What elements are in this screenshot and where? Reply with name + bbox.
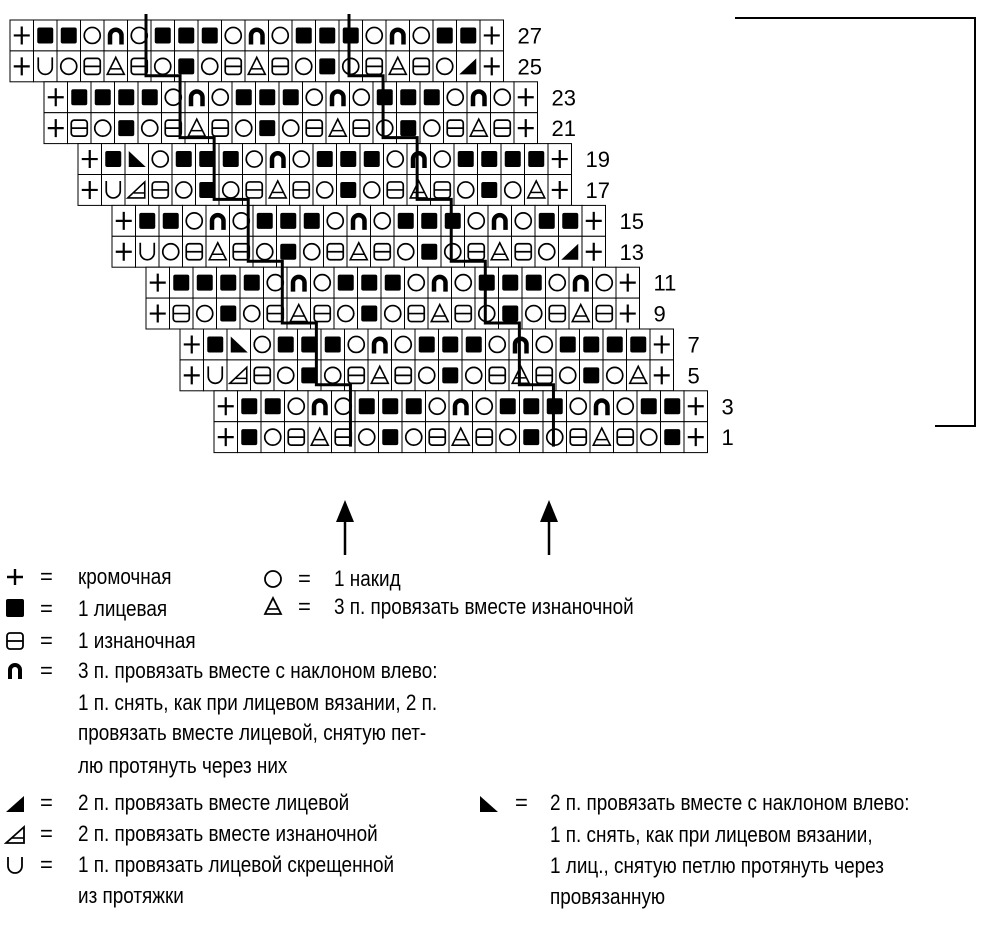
- row-number: 9: [653, 301, 666, 327]
- row-number: 25: [517, 54, 542, 80]
- legend-p3tog: 3 п. провязать вместе изнаночной: [334, 594, 634, 619]
- legend-p2tog: 2 п. провязать вместе изнаночной: [78, 821, 378, 846]
- row-number: 7: [687, 332, 700, 358]
- legend-ktbl: 1 п. провязать лицевой скрещенной: [78, 852, 395, 877]
- legend-eq: =: [40, 596, 53, 621]
- ktbl-icon: [4, 854, 26, 876]
- legend-skp-3: 1 лиц., снятую петлю протянуть через: [550, 853, 884, 878]
- legend-knit: 1 лицевая: [78, 596, 168, 621]
- row-number: 17: [585, 177, 610, 203]
- row-number: 3: [721, 394, 734, 420]
- legend-eq: =: [298, 594, 311, 619]
- legend-skp-2: 1 п. снять, как при лицевом вязании,: [550, 822, 873, 847]
- legend-ktbl-2: из протяжки: [78, 883, 184, 908]
- legend-sk2p: 3 п. провязать вместе с наклоном влево:: [78, 658, 438, 683]
- row-number: 21: [551, 116, 576, 142]
- legend-edge: кромочная: [78, 564, 172, 589]
- legend-sk2p-2: 1 п. снять, как при лицевом вязании, 2 п.: [78, 690, 438, 715]
- legend-yo: 1 накид: [334, 566, 401, 591]
- legend-purl: 1 изнаночная: [78, 628, 196, 653]
- legend-eq: =: [298, 566, 311, 591]
- row-number: 11: [653, 270, 677, 296]
- legend-sk2p-3: провязать вместе лицевой, снятую пет-: [78, 720, 427, 745]
- row-number: 5: [687, 363, 700, 389]
- row-number: 23: [551, 85, 576, 111]
- k2tog-icon: [4, 792, 26, 814]
- legend-k2tog: 2 п. провязать вместе лицевой: [78, 790, 350, 815]
- legend-eq: =: [40, 790, 53, 815]
- row-number: 1: [721, 425, 734, 451]
- edge-stitch-icon: [4, 566, 26, 588]
- yarn-over-icon: [262, 568, 284, 590]
- legend-eq: =: [40, 821, 53, 846]
- knit-icon: [4, 597, 26, 619]
- purl-icon: [4, 630, 26, 652]
- row-number: 27: [517, 23, 542, 49]
- legend-skp: 2 п. провязать вместе с наклоном влево:: [550, 790, 910, 815]
- row-number: 13: [619, 239, 644, 265]
- p3tog-icon: [262, 595, 284, 617]
- sk2p-icon: [4, 660, 26, 682]
- skp-icon: [478, 792, 500, 814]
- p2tog-icon: [4, 823, 26, 845]
- legend-eq: =: [40, 852, 53, 877]
- row-number: 15: [619, 208, 644, 234]
- legend-eq: =: [40, 658, 53, 683]
- legend-eq: =: [515, 790, 528, 815]
- legend-skp-4: провязанную: [550, 884, 666, 909]
- legend-eq: =: [40, 628, 53, 653]
- legend-eq: =: [40, 564, 53, 589]
- legend-sk2p-4: лю протянуть через них: [78, 753, 288, 778]
- row-number: 19: [585, 147, 610, 173]
